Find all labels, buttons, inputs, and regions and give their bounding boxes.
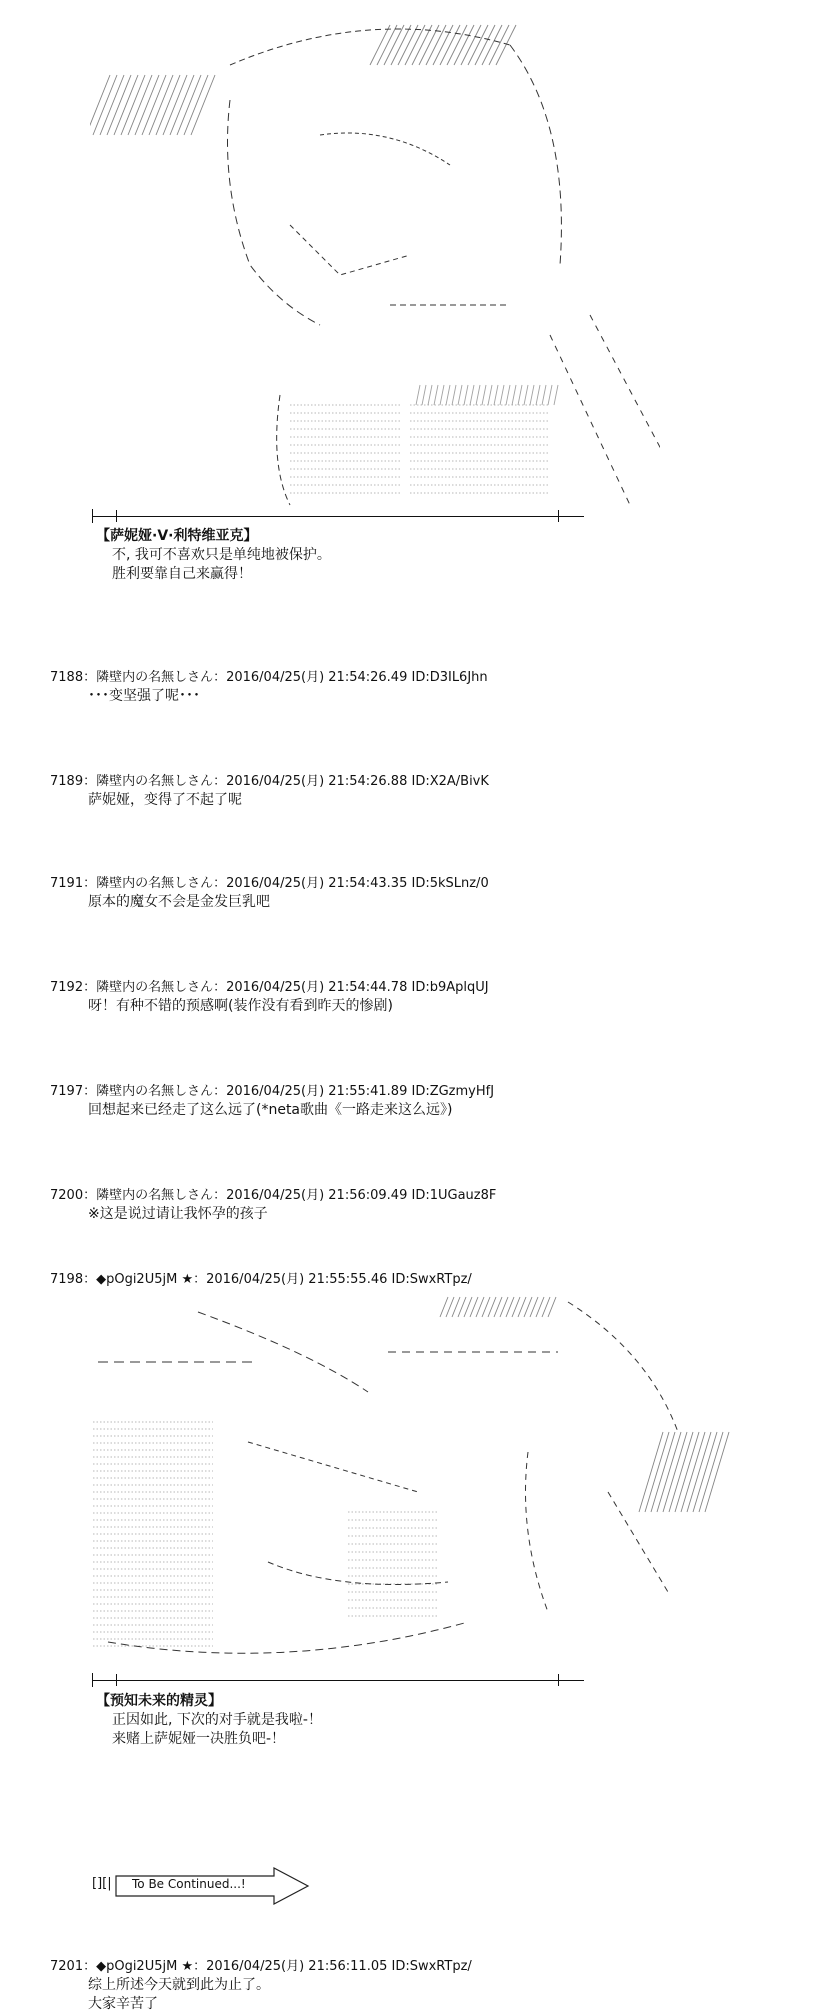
post-body: 回想起来已经走了这么远了(*neta歌曲《一路走来这么远》) — [88, 1102, 453, 1118]
post-7198 — [50, 1270, 472, 1289]
post-header: 7200：隣壁内の名無しさん：2016/04/25(月) 21:56:09.49 ID:1UGauz8F — [50, 1188, 497, 1203]
ascii-art-character-2 — [88, 1292, 748, 1672]
post-7189 — [50, 772, 489, 810]
post-header: 7192：隣壁内の名無しさん：2016/04/25(月) 21:54:44.78 ID:b9AplqUJ — [50, 980, 489, 995]
to-be-continued-banner — [90, 1865, 312, 1907]
post-7197 — [50, 1082, 494, 1120]
caption-line: 正因如此, 下次的对手就是我啦-！ — [112, 1712, 322, 1728]
caption-line: 不, 我可不喜欢只是单纯地被保护。 — [112, 547, 331, 563]
post-body: ･･･变坚强了呢･･･ — [88, 688, 200, 704]
post-body: 原本的魔女不会是金发巨乳吧 — [88, 894, 270, 910]
tbc-label: To Be Continued...! — [132, 1877, 246, 1891]
post-body: 综上所述今天就到此为止了。 — [88, 1977, 270, 1993]
post-7191 — [50, 874, 489, 912]
caption-1 — [96, 527, 331, 584]
speaker-name: 【萨妮娅·V·利特维亚克】 — [96, 528, 258, 544]
caption-line: 胜利要靠自己来赢得！ — [112, 566, 252, 582]
ascii-art-character-1 — [90, 5, 660, 510]
post-header: 7188：隣壁内の名無しさん：2016/04/25(月) 21:54:26.49 ID:D3IL6Jhn — [50, 670, 488, 685]
post-header: 7201：◆pOgi2U5jM ★：2016/04/25(月) 21:56:11.05 ID:SwxRTpz/ — [50, 1959, 472, 1974]
post-7188 — [50, 668, 488, 706]
post-7200 — [50, 1186, 496, 1224]
post-body: 萨妮娅，变得了不起了呢 — [88, 792, 242, 808]
post-body: 呀！有种不错的预感啊(装作没有看到昨天的惨剧) — [88, 998, 393, 1014]
post-header: 7198：◆pOgi2U5jM ★：2016/04/25(月) 21:55:55.46 ID:SwxRTpz/ — [50, 1272, 472, 1287]
post-header: 7189：隣壁内の名無しさん：2016/04/25(月) 21:54:26.88 ID:X2A/BivK — [50, 774, 489, 789]
post-7192 — [50, 978, 489, 1016]
speaker-name: 【预知未来的精灵】 — [96, 1693, 222, 1709]
post-header: 7191：隣壁内の名無しさん：2016/04/25(月) 21:54:43.35 ID:5kSLnz/0 — [50, 876, 489, 891]
caption-divider-2 — [92, 1680, 584, 1681]
post-header: 7197：隣壁内の名無しさん：2016/04/25(月) 21:55:41.89 ID:ZGzmyHfJ — [50, 1084, 495, 1099]
post-body: ※这是说过请让我怀孕的孩子 — [88, 1206, 268, 1222]
post-7201 — [50, 1957, 472, 2014]
post-body: 大家辛苦了 — [88, 1996, 158, 2012]
caption-divider-1 — [92, 516, 584, 517]
tbc-marks: [][| — [92, 1876, 112, 1891]
caption-2 — [96, 1692, 322, 1749]
caption-line: 来赌上萨妮娅一决胜负吧-！ — [112, 1731, 286, 1747]
